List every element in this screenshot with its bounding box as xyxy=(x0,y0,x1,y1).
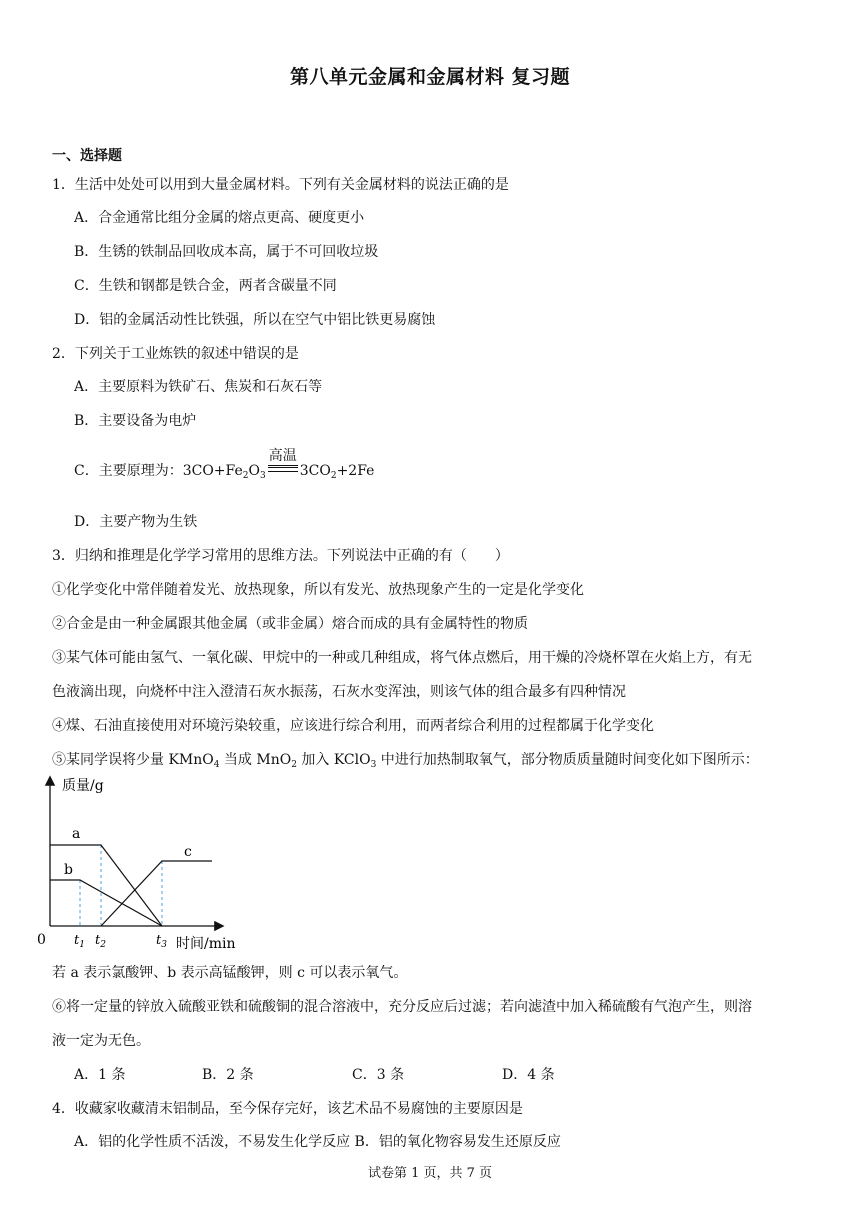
question-3-choice-c: C．3 条 xyxy=(352,1067,405,1083)
question-3-stem: 3．归纳和推理是化学学习常用的思维方法。下列说法中正确的有（ ） xyxy=(52,548,509,564)
question-3-choice-d: D．4 条 xyxy=(502,1067,555,1083)
subscript: 3 xyxy=(370,760,377,770)
x-axis-label: 时间/min xyxy=(176,936,236,952)
question-1-option-d: D．铝的金属活动性比铁强，所以在空气中铝比铁更易腐蚀 xyxy=(74,312,436,328)
question-2-option-a: A．主要原料为铁矿石、焦炭和石灰石等 xyxy=(74,379,323,395)
statement-3-line-2: 色液滴出现，向烧杯中注入澄清石灰水振荡，石灰水变浑浊，则该气体的组合最多有四种情况 xyxy=(52,684,626,700)
question-1-option-c: C．生铁和钢都是铁合金，两者含碳量不同 xyxy=(74,278,337,294)
page-footer: 试卷第 1 页，共 7 页 xyxy=(367,1166,493,1181)
series-c-label: c xyxy=(184,844,192,860)
mass-time-graph xyxy=(36,768,256,954)
statement-5-c: 加入 KClO xyxy=(296,752,371,768)
reaction-condition: 高温 xyxy=(268,448,297,464)
question-3-choice-a: A．1 条 xyxy=(74,1067,126,1083)
statement-5-note: 若 a 表示氯酸钾、b 表示高锰酸钾，则 c 可以表示氧气。 xyxy=(52,965,408,981)
statement-4: ④煤、石油直接使用对环境污染较重，应该进行综合利用，而两者综合利用的过程都属于化学变化 xyxy=(52,718,654,734)
tick-t2: $t_2$ xyxy=(95,933,106,950)
question-2-option-b: B．主要设备为电炉 xyxy=(74,413,197,429)
statement-3-line-1: ③某气体可能由氢气、一氧化碳、甲烷中的一种或几种组成，将气体点燃后，用干燥的冷烧杯罩在火焰上方，有无 xyxy=(52,650,752,666)
question-3-choice-b: B．2 条 xyxy=(202,1067,254,1083)
question-2-option-c xyxy=(74,448,375,481)
origin-label: 0 xyxy=(37,932,46,948)
question-1-stem: 1．生活中处处可以用到大量金属材料。下列有关金属材料的说法正确的是 xyxy=(52,177,509,193)
option-c-end: +2Fe xyxy=(336,463,375,479)
reaction-equals-sign xyxy=(268,448,298,479)
subscript: 2 xyxy=(242,471,249,481)
statement-2: ②合金是由一种金属跟其他金属（或非金属）熔合而成的具有金属特性的物质 xyxy=(52,616,528,632)
page-title: 第八单元金属和金属材料 复习题 xyxy=(289,66,571,88)
series-a-label: a xyxy=(72,826,81,842)
option-c-mid: O xyxy=(248,463,260,479)
statement-6-line-2: 液一定为无色。 xyxy=(52,1033,150,1049)
section-heading: 一、选择题 xyxy=(52,148,122,164)
statement-5 xyxy=(52,749,759,769)
subscript: 2 xyxy=(330,471,337,481)
question-4-options-ab: A．铝的化学性质不活泼，不易发生化学反应 B．铝的氧化物容易发生还原反应 xyxy=(74,1134,561,1150)
series-a-line xyxy=(50,845,162,926)
statement-5-a: ⑤某同学误将少量 KMnO xyxy=(52,752,214,768)
question-4-stem: 4．收藏家收藏清末铝制品，至今保存完好，该艺术品不易腐蚀的主要原因是 xyxy=(52,1101,523,1117)
tick-t1: $t_1$ xyxy=(74,933,85,950)
statement-5-d: 中进行加热制取氧气，部分物质质量随时间变化如下图所示： xyxy=(376,752,759,768)
statement-5-b: 当成 MnO xyxy=(219,752,292,768)
question-1-option-a: A．合金通常比组分金属的熔点更高、硬度更小 xyxy=(74,210,365,226)
subscript: 4 xyxy=(213,760,220,770)
question-1-option-b: B．生锈的铁制品回收成本高，属于不可回收垃圾 xyxy=(74,244,379,260)
subscript: 2 xyxy=(291,760,297,770)
question-3-choices xyxy=(74,1064,555,1084)
series-c-line xyxy=(101,861,212,926)
tick-t3: $t_3$ xyxy=(156,933,167,950)
statement-6-line-1: ⑥将一定量的锌放入硫酸亚铁和硫酸铜的混合溶液中，充分反应后过滤；若向滤渣中加入稀硫酸有气泡产生，则溶 xyxy=(52,999,752,1015)
question-2-option-d: D．主要产物为生铁 xyxy=(74,514,198,530)
subscript: 3 xyxy=(260,471,266,481)
option-c-prefix: C．主要原理为：3CO+Fe xyxy=(74,463,243,479)
option-c-after: 3CO xyxy=(299,463,331,479)
y-axis-label: 质量/g xyxy=(62,778,104,794)
question-2-stem: 2．下列关于工业炼铁的叙述中错误的是 xyxy=(52,346,299,362)
statement-1: ①化学变化中常伴随着发光、放热现象，所以有发光、放热现象产生的一定是化学变化 xyxy=(52,582,584,598)
series-b-label: b xyxy=(64,862,73,878)
double-bar xyxy=(268,465,298,472)
